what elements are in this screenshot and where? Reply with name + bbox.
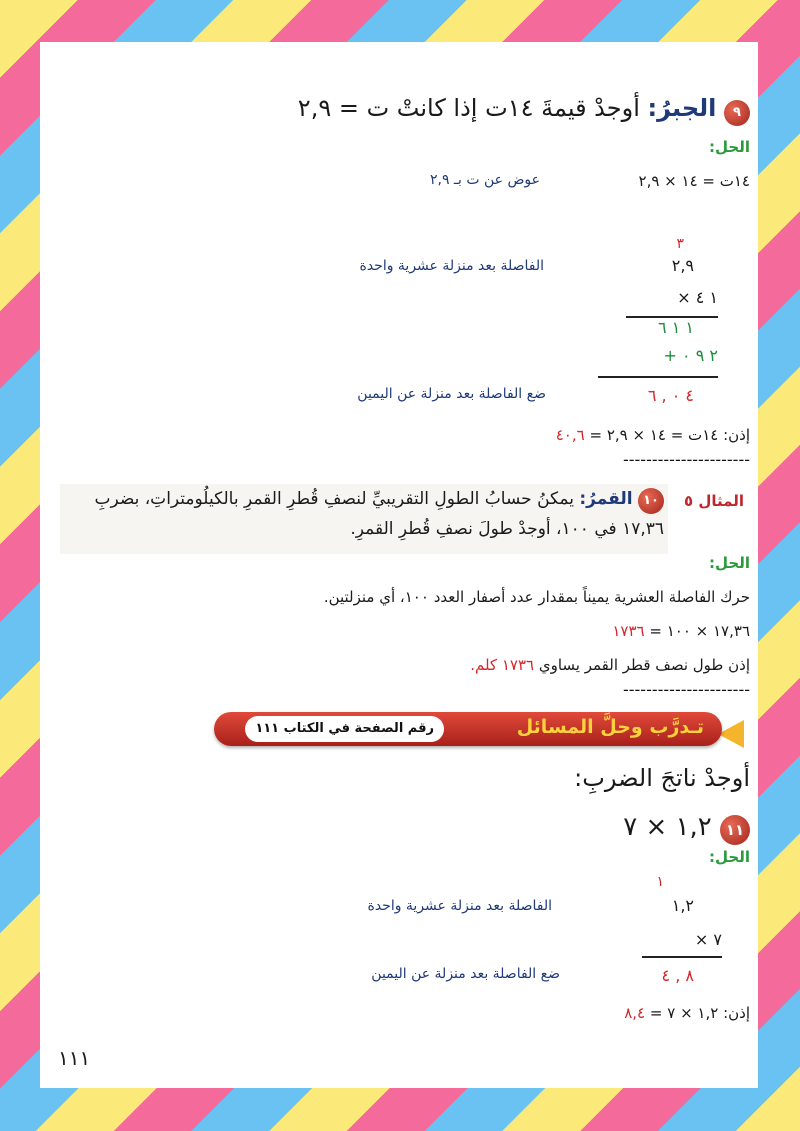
banner-arrow-icon — [718, 720, 744, 748]
example5-title: القمرُ: — [579, 489, 633, 509]
page-number: ١١١ — [58, 1046, 91, 1070]
q9-step1-equation: ١٤ت = ١٤ × ٢,٩ — [638, 172, 750, 190]
q11-final-text: إذن: ١,٢ × ٧ = — [649, 1004, 750, 1022]
q11-row2: × ٧ — [694, 930, 722, 949]
q9-final — [556, 426, 750, 444]
example5-step2 — [612, 622, 750, 640]
q11-final-value: ٨,٤ — [624, 1004, 646, 1022]
example5-line2: ١٧,٣٦ في ١٠٠، أوجدْ طولَ نصفِ قُطرِ القمرِ. — [350, 519, 664, 539]
example5-solution-label: الحل: — [709, 554, 750, 572]
q11-carry: ١ — [656, 874, 664, 890]
q11-heading — [623, 812, 750, 845]
q11-line — [642, 956, 722, 958]
example5-line1: يمكنُ حسابُ الطولِ التقريبيِّ لنصفِ قُطرِ القمرِ بالكيلُومتراتِ، بضربِ — [94, 489, 574, 509]
example5-step2-eq: ١٧,٣٦ × ١٠٠ = — [649, 622, 750, 640]
q9-final-value: ٤٠,٦ — [555, 426, 585, 444]
q9-partial2: + ٢ ٩ ٠ — [663, 346, 718, 365]
q9-separator: ---------------------- — [622, 450, 750, 469]
q11-number-badge: ١١ — [720, 815, 750, 845]
q9-note1: الفاصلة بعد منزلة عشرية واحدة — [359, 258, 544, 274]
q9-note2: ضع الفاصلة بعد منزلة عن اليمين — [357, 386, 546, 402]
q11-note1: الفاصلة بعد منزلة عشرية واحدة — [367, 898, 552, 914]
practice-banner — [214, 710, 744, 748]
section-title: أوجدْ ناتجَ الضربِ: — [574, 764, 750, 792]
q9-step1-note: عوض عن ت بـ ٢,٩ — [429, 172, 540, 188]
example5-separator: ---------------------- — [622, 680, 750, 699]
q9-result: ٤ ٠ , ٦ — [647, 386, 694, 405]
q11-note2: ضع الفاصلة بعد منزلة عن اليمين — [371, 966, 560, 982]
example5-number-badge: ١٠ — [638, 488, 664, 514]
q9-final-text: إذن: ١٤ت = ١٤ × ٢,٩ = — [589, 426, 750, 444]
q11-expression: ١,٢ × ٧ — [623, 812, 712, 842]
example5-step3 — [470, 656, 750, 674]
q11-result: ٨ , ٤ — [661, 966, 694, 985]
q11-row1: ١,٢ — [671, 896, 694, 915]
q9-carry: ٣ — [676, 236, 684, 252]
banner-title: تـدرَّب وحلَّ المسائل — [516, 716, 704, 738]
q9-partial1: ١ ١ ٦ — [658, 318, 694, 337]
q11-solution-label: الحل: — [709, 848, 750, 866]
q9-number-badge: ٩ — [724, 100, 750, 126]
q9-row2: × ١ ٤ — [677, 288, 718, 307]
example5-step3-value: ١٧٣٦ كلم. — [470, 656, 535, 674]
q11-final — [624, 1004, 750, 1022]
example5-step3-text: إذن طول نصف قطر القمر يساوي — [538, 656, 750, 674]
example5-box — [60, 484, 668, 554]
q9-heading — [298, 94, 750, 126]
q9-label: الجبرُ: — [647, 94, 717, 122]
q9-line2 — [598, 376, 718, 378]
example5-step2-value: ١٧٣٦ — [612, 622, 645, 640]
example5-label: المثال ٥ — [684, 492, 744, 510]
example5-text — [60, 484, 668, 544]
example5-step1: حرك الفاصلة العشرية يميناً بمقدار عدد أصفار العدد ١٠٠، أي منزلتين. — [323, 588, 750, 606]
q9-solution-label: الحل: — [709, 138, 750, 156]
q9-row1: ٢,٩ — [671, 256, 694, 275]
q9-question: أوجدْ قيمةَ ١٤ت إذا كانتْ ت = ٢,٩ — [297, 94, 640, 122]
banner-page-ref: رقم الصفحة في الكتاب ١١١ — [245, 716, 444, 742]
page — [40, 42, 758, 1088]
